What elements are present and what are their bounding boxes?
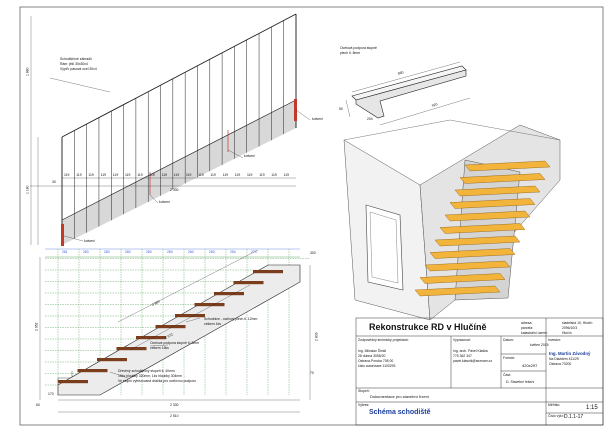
dim-rail-height: 1 880 <box>25 67 30 76</box>
dim-beam-len1: 880 <box>397 70 404 76</box>
plan-step-dim: 260 <box>209 250 215 254</box>
rail-spacing-dim: 119 <box>100 173 106 177</box>
drafter-label: Vypracoval: <box>453 338 471 342</box>
tread <box>175 314 205 317</box>
stage-value: Dokumentace pro stavební řízení <box>370 394 429 399</box>
support-note: Ocelová podpora stupně tl. 8mm <box>150 341 200 345</box>
tread-note: 16ks hloubky 320mm, 1ks hloubky 304mm <box>118 374 183 378</box>
rail-spacing-dim: 119 <box>210 173 216 177</box>
date-value: květen 2015 <box>530 343 549 347</box>
parcel-label: parcela: <box>521 326 534 330</box>
date-label: Datum: <box>503 338 514 342</box>
rail-spacing-dim: 119 <box>198 173 204 177</box>
investor-address: Na Dlaždém 411/29 <box>549 357 579 361</box>
window <box>366 205 403 290</box>
investor-address: Ostrava 70200 <box>549 362 572 366</box>
investor-name: Ing. Martin Závodný <box>549 351 591 356</box>
stair-section <box>40 249 310 412</box>
drawing-title: Schéma schodiště <box>369 409 431 416</box>
rail-spacing-dim: 119 <box>137 173 143 177</box>
author-line: číslo autorizace 1100293 <box>358 364 396 368</box>
plan-step-dim: 260 <box>167 250 173 254</box>
tread <box>156 325 186 328</box>
support-note: celkem 16ks <box>150 346 169 350</box>
tread <box>117 347 147 350</box>
plan-step-dim: 260 <box>83 250 89 254</box>
dim-beam-gap: 204 <box>367 117 373 121</box>
stringer-note: Schodnice - ocelový plech tl. 12mm <box>204 317 258 321</box>
support-beam-detail <box>346 62 470 125</box>
drawing-label: Výkres: <box>358 403 370 407</box>
anchor-label: kotvení <box>312 117 323 121</box>
anchor-label: kotvení <box>84 239 95 243</box>
dim-stringer-len: 2 972 <box>164 332 174 340</box>
dim-bottom-left: 60 <box>36 403 40 407</box>
railing-elevation <box>30 14 310 246</box>
tread <box>97 358 127 361</box>
cadastre-value: Hlučín <box>562 331 572 335</box>
plan-step-dim: 260 <box>146 250 152 254</box>
anchor-label: kotvení <box>159 200 170 204</box>
dim-plan-total: 2 330 <box>170 403 179 407</box>
anchor-label: kotvení <box>244 154 255 158</box>
tread <box>195 303 225 306</box>
tread <box>253 270 283 273</box>
project-title: Rekonstrukce RD v Hlučíně <box>369 322 487 332</box>
beam-note: Ocelová podpora stupně <box>340 46 377 50</box>
anchor-mark <box>294 99 297 121</box>
rail-spacing-dim: 119 <box>173 173 180 177</box>
plan-step-dim: 274 <box>251 250 257 254</box>
author-line: 28 dubna 3055/20 <box>358 354 386 358</box>
parcel-value: 2096/10/3 <box>562 326 578 330</box>
rail-spacing-dim: 119 <box>271 173 277 177</box>
railing-note: Schodišťové zábradlí <box>60 57 92 61</box>
part-label: Část: <box>503 373 511 377</box>
scale-value: 1:15 <box>586 405 598 411</box>
tread <box>214 292 244 295</box>
format-value: 420x297 <box>522 363 538 368</box>
dim-plan-right2: 70 <box>310 371 314 375</box>
rail-spacing-dim: 119 <box>88 173 94 177</box>
dim-beam-len2: 920 <box>431 102 438 108</box>
plan-step-dim: 260 <box>104 250 110 254</box>
dim-rail-lower: 1 180 <box>25 185 30 194</box>
dim-beam-h: 50 <box>339 107 343 111</box>
dim-rail-total: 2 330 <box>170 188 179 192</box>
scale-label: Měřítko: <box>548 403 561 407</box>
drawing-number: D.1.1-17 <box>564 414 584 420</box>
plan-step-dim: 260 <box>125 250 131 254</box>
rail-spacing-dim: 119 <box>247 173 253 177</box>
address-value: sladelská 10, Hlučín <box>562 321 593 325</box>
author-line: Ostrava-Poruba 708 00 <box>358 359 394 363</box>
tread-note: Ve stupni vyfrézovaná drážka pro ocelovou podporu <box>118 379 197 383</box>
format-label: Formát: <box>503 356 515 360</box>
tread <box>234 281 264 284</box>
plan-step-dim: 260 <box>188 250 194 254</box>
dim-flight-len: 2 880 <box>151 299 161 307</box>
part-value: D- Stavební řešení <box>506 380 535 384</box>
railing-note: Rám: jekl 30x30x4 <box>60 62 88 66</box>
rail-spacing-dim: 119 <box>125 173 131 177</box>
beam-note: plech tl. 8mm <box>340 51 361 55</box>
tread <box>78 369 108 372</box>
plan-step-dim: 261 <box>62 250 68 254</box>
rail-spacing-dim: 119 <box>283 173 289 177</box>
dim-plan-total2: 2 510 <box>170 414 179 418</box>
dim-height-right: 2 806 <box>314 332 319 341</box>
drafter-line: pavel.klasnik@seznam.cz <box>453 359 493 363</box>
dim-rail-step: 30 <box>52 180 56 184</box>
address-label: adresa: <box>521 321 533 325</box>
dim-plan-right1: 300 <box>310 251 316 255</box>
rail-spacing-dim: 119 <box>161 173 167 177</box>
rail-spacing-dim: 119 <box>76 173 82 177</box>
drafter-line: 775 362 347 <box>453 354 472 358</box>
rail-spacing-dim: 119 <box>112 173 119 177</box>
rail-spacing-dim: 119 <box>64 173 70 177</box>
stair-3d-view <box>344 117 560 320</box>
anchor-mark <box>61 224 64 246</box>
railing-note: Výplň: pásová ocel 30x4 <box>60 67 97 71</box>
stage-label: Stupeň: <box>358 389 370 393</box>
rail-spacing-dim: 119 <box>259 173 265 177</box>
drafter-line: Ing. arch. Pavel Klaška <box>453 349 488 353</box>
investor-label: Investor: <box>548 338 562 342</box>
tread-note: Dřevěný schodišťový stupeň tl. 40mm <box>118 369 175 373</box>
number-label: Číslo výkr.: <box>548 414 565 418</box>
tread <box>58 380 88 383</box>
rail-spacing-dim: 119 <box>234 173 241 177</box>
cadastre-label: katastrální území: <box>521 331 548 335</box>
plan-step-dim: 254 <box>230 250 236 254</box>
rail-spacing-dim: 119 <box>222 173 228 177</box>
rail-spacing-dim: 119 <box>149 173 155 177</box>
dim-plan-left: 170 <box>48 392 54 396</box>
rail-spacing-dim: 119 <box>186 173 192 177</box>
author-label: Zodpovědný technický projektant: <box>358 338 409 342</box>
dim-height-left: 2 952 <box>34 322 39 331</box>
author-line: Ing. Miloslav Šimkl <box>358 349 387 353</box>
stringer-note: celkem 4ks <box>204 322 221 326</box>
